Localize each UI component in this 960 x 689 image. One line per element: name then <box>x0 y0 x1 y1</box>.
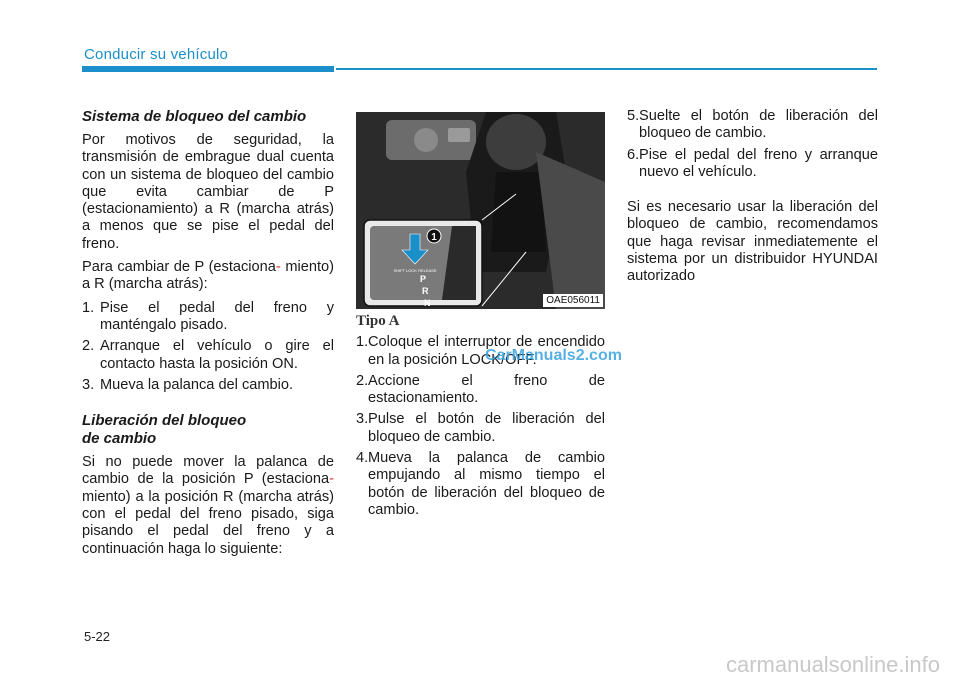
tipo-label: Tipo A <box>356 313 400 329</box>
step-number: 3. <box>356 411 369 428</box>
hyphen-mark: - <box>329 471 334 488</box>
step-text: Pise el pedal del freno y manténgalo pisado. <box>100 299 334 333</box>
header-bar-thick <box>82 66 334 72</box>
step-text: Mueva la palanca de cambio empujando al mismo tiempo el botón de liberación del bloqueo de cambio. <box>368 450 605 518</box>
heading-sistema-bloqueo: Sistema de bloqueo del cambio <box>82 108 307 125</box>
paragraph-liberacion <box>82 454 334 558</box>
paragraph-liberacion-part2: miento) a la posición R (marcha atrás) con el pedal del freno pisado, siga pisando el pedal del freno y a continuación haga lo siguiente: <box>82 488 334 557</box>
step-number: 1. <box>82 299 95 316</box>
heading-liberacion <box>82 412 334 448</box>
paragraph-liberacion-part1: Si no puede mover la palanca de cambio de la posición P (estaciona <box>82 454 334 488</box>
figure-gear-n: N <box>424 298 431 308</box>
step-number: 2. <box>356 372 369 389</box>
step-number: 6. <box>627 146 640 163</box>
step-text: Mueva la palanca del cambio. <box>100 376 294 393</box>
step-number: 3. <box>82 376 95 393</box>
list-item <box>82 377 334 394</box>
column-left <box>82 108 334 564</box>
watermark-overlay: CarManuals2.com <box>485 347 622 364</box>
list-item <box>356 373 605 408</box>
hyphen-mark: - <box>275 259 281 276</box>
list-item <box>627 147 878 182</box>
list-item <box>356 411 605 446</box>
page-number: 5-22 <box>84 629 111 644</box>
paragraph-recomendacion: Si es necesario usar la liberación del bloqueo de cambio, recomendamos que haga revisar inmediatemente el sistema por un distribuidor HYUNDAI autorizado <box>627 199 878 285</box>
list-item <box>82 300 334 335</box>
column-middle <box>356 313 605 525</box>
figure-gear-r: R <box>422 286 429 296</box>
step-number: 1. <box>356 334 369 351</box>
heading-liberacion-line1: Liberación del bloqueo <box>82 412 247 430</box>
paragraph-cambiar-part1: Para cambiar de P (estaciona <box>82 259 276 276</box>
step-text: Accione el freno de estacionamiento. <box>368 372 605 407</box>
figure-button-label: SHIFT LOCK RELEASE <box>393 268 437 273</box>
footer-watermark: carmanualsonline.info <box>725 652 940 677</box>
header-bar-thin <box>336 68 877 70</box>
figure-callout: 1 <box>431 232 437 243</box>
paragraph-intro: Por motivos de seguridad, la transmisión de embrague dual cuenta con un sistema de bloqueo del cambio que evita cambiar de P (estacionamiento) a R (marcha atrás) a menos que se pise el pedal del freno. <box>82 132 334 252</box>
column-right <box>627 108 878 292</box>
step-text: Suelte el botón de liberación del bloqueo de cambio. <box>639 108 878 142</box>
shift-lever-illustration <box>356 112 605 309</box>
steps-list-1 <box>82 300 334 394</box>
step-number: 5. <box>627 108 640 124</box>
section-title: Conducir su vehículo <box>84 46 229 63</box>
heading-liberacion-line2: de cambio <box>82 430 157 448</box>
steps-list-3 <box>627 108 878 181</box>
step-text: Coloque el interruptor de encendido en la posición LOCK/OFF. <box>368 334 605 368</box>
step-text: Arranque el vehículo o gire el contacto hasta la posición ON. <box>100 338 334 372</box>
figure-caption: OAE056011 <box>543 294 603 307</box>
paragraph-cambiar <box>82 259 334 294</box>
list-item <box>627 108 878 143</box>
step-text: Pulse el botón de liberación del bloqueo de cambio. <box>368 411 605 445</box>
paragraph-cambiar-part2: miento) a R (marcha atrás): <box>82 259 334 293</box>
list-item <box>82 338 334 373</box>
list-item <box>356 450 605 519</box>
step-number: 4. <box>356 450 369 467</box>
step-number: 2. <box>82 338 95 355</box>
figure-gear-p: P <box>420 274 427 284</box>
step-text: Pise el pedal del freno y arranque nuevo el vehículo. <box>639 146 878 180</box>
shift-lever-photo <box>356 112 605 309</box>
